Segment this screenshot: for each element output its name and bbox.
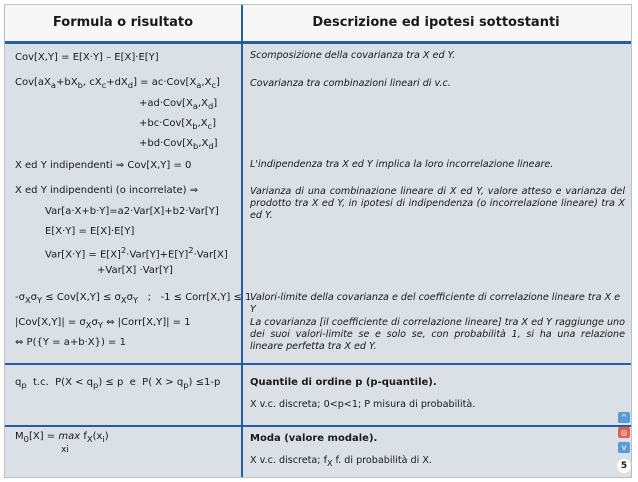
header-description: Descrizione ed ipotesi sottostanti — [312, 15, 560, 30]
column-divider — [241, 5, 243, 477]
formula-independent-implies: X ed Y indipendenti (o incorrelate) ⇒ — [15, 185, 199, 196]
desc-cov-linear-combination: Covarianza tra combinazioni lineari di v.c. — [250, 78, 451, 89]
formula-quantile: $q_p$ t.c. $P(X < q_p) \le p$ e P( $X > q_p) \le 1-p$ — [15, 377, 221, 390]
formula-cov-term-bc: $+bc\cdot Cov[X_b,X_c]$ — [139, 118, 217, 131]
nav-up-button[interactable] — [618, 412, 630, 423]
formula-var-product-term: +Var[X] ·Var[Y] — [97, 265, 173, 276]
mode-title: Moda (valore modale). — [250, 433, 378, 444]
desc-mode: X v.c. discreta; $f_X$ f. di probabilità di X. — [250, 455, 432, 468]
desc-independence: L'indipendenza tra X ed Y implica la loro incorrelazione lineare. — [250, 159, 554, 170]
desc-cov-decomposition: Scomposizione della covarianza tra X ed Y. — [250, 50, 456, 61]
formula-mode: $M_0[X] = \max f_X(x_i)$ — [15, 431, 109, 444]
formula-var-product: $Var[X\cdot Y] = E[X]^2\cdot Var[Y]+E[Y]^2\cdot Var[X]$ — [45, 245, 228, 261]
formula-cov-term-ad: $+ad\cdot Cov[X_a,X_d]$ — [139, 98, 218, 111]
chevron-up-icon: ^ — [620, 413, 628, 422]
table-header — [5, 5, 631, 44]
header-formula: Formula o risultato — [52, 15, 194, 30]
chevron-down-icon: v — [621, 443, 627, 452]
desc-cov-bounds: Valori-limite della covarianza e del coefficiente di correlazione lineare tra X e Y — [250, 292, 621, 315]
formula-independence: X ed Y indipendenti ⇒ Cov[X,Y] = 0 — [15, 160, 192, 171]
formula-cov-linear-combination: $Cov[aX_a+bX_b$, $cX_c+dX_d] = ac\cdot Cov[X_a,X_c]$ — [15, 77, 220, 90]
desc-perfect-correlation: La covarianza [il coefficiente di correlazione lineare] tra X ed Y raggiunge uno dei suoi valori-limite se e solo se, con probabilità 1, si ha una relazione lineare perfetta tra X ed Y. — [250, 317, 625, 352]
formula-cov-term-bd: $+bd\cdot Cov[X_b,X_d]$ — [139, 138, 218, 151]
formula-mode-subscript: xi — [61, 445, 69, 455]
formula-linear-relation: ⇔ P({Y = a+b·X}) = 1 — [15, 337, 126, 348]
desc-quantile: X v.c. discreta; 0<p<1; P misura di probabilità. — [250, 399, 476, 410]
formula-expected-product: E[X·Y] = E[X]·E[Y] — [45, 226, 135, 237]
page-number: 5 — [617, 459, 631, 473]
slide-frame — [4, 4, 632, 478]
formula-var-linear: Var[a·X+b·Y]=a2·Var[X]+b2·Var[Y] — [45, 206, 219, 217]
desc-var-independence: Varianza di una combinazione lineare di X ed Y, valore atteso e varianza del prodotto tra X ed Y, in ipotesi di indipendenza (o incorrelazione lineare) tra X ed Y. — [250, 186, 625, 221]
nav-home-button[interactable] — [618, 427, 630, 438]
home-icon: ◎ — [620, 428, 628, 437]
nav-down-button[interactable] — [618, 442, 630, 453]
formula-cov-bounds: $-\sigma_X\sigma_Y \le Cov[X,Y] \le \sigma_X\sigma_Y$ ; -1 ≤ Corr[X,Y] ≤ 1 — [15, 292, 252, 305]
quantile-title: Quantile di ordine p (p-quantile). — [250, 377, 437, 388]
formula-cov-decomposition: Cov[X,Y] = E[X·Y] – E[X]·E[Y] — [15, 52, 159, 63]
row-divider — [5, 425, 631, 427]
row-divider — [5, 363, 631, 365]
formula-perfect-correlation: $|Cov[X,Y]| = \sigma_X\sigma_Y$ ⇔ |Corr[X,Y]| = 1 — [15, 317, 191, 330]
